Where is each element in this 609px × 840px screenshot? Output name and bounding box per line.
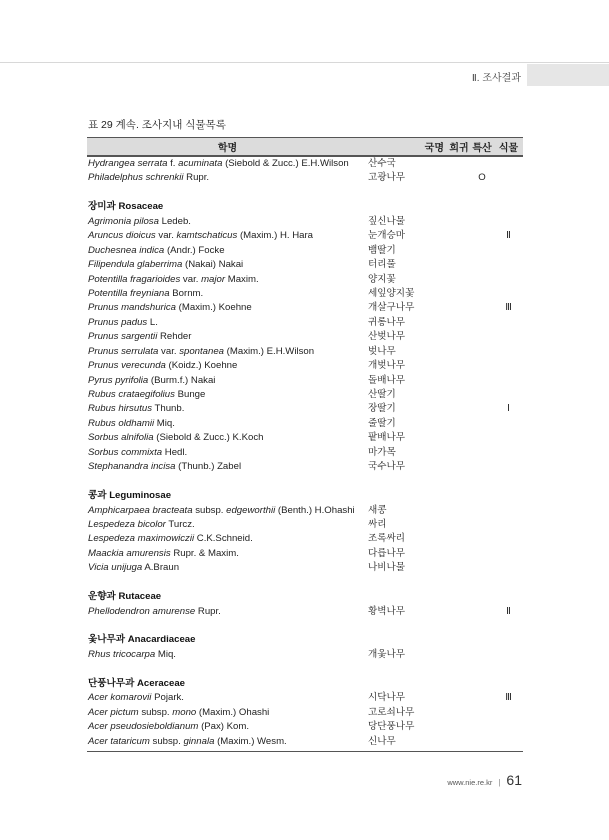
scientific-name bbox=[87, 532, 368, 546]
taxon-author: C.K.Schneid. bbox=[194, 533, 253, 545]
grade-mark bbox=[494, 648, 523, 662]
taxon-author: Miq. bbox=[154, 417, 175, 429]
taxon-author: (Maxim.) Ohashi bbox=[196, 706, 270, 718]
endemic-mark bbox=[470, 157, 494, 171]
table-row bbox=[87, 388, 523, 402]
table-row bbox=[87, 518, 523, 532]
rare-mark bbox=[448, 648, 470, 662]
table-row bbox=[87, 374, 523, 388]
table-row bbox=[87, 330, 523, 344]
rare-mark bbox=[448, 374, 470, 388]
endemic-mark bbox=[470, 287, 494, 301]
grade-mark bbox=[494, 171, 523, 185]
rare-mark bbox=[448, 605, 470, 619]
endemic-mark bbox=[470, 374, 494, 388]
taxon-italic: Rubus oldhamii bbox=[88, 417, 155, 429]
taxon-italic: Stephanandra incisa bbox=[88, 461, 176, 473]
grade-mark bbox=[494, 735, 523, 749]
table-row bbox=[87, 417, 523, 431]
column-header-scientific-name: 학명 bbox=[217, 143, 238, 154]
rare-mark bbox=[448, 388, 470, 402]
endemic-mark bbox=[470, 561, 494, 575]
grade-mark bbox=[494, 215, 523, 229]
korean-name: 개살구나무 bbox=[368, 302, 415, 314]
taxon-author: (Nakai) Nakai bbox=[182, 259, 244, 271]
taxon-italic: edgeworthii bbox=[226, 504, 276, 516]
korean-name: 새콩 bbox=[368, 504, 387, 516]
grade-mark: Ⅲ bbox=[505, 692, 512, 704]
scientific-name bbox=[87, 215, 368, 229]
table-row bbox=[87, 504, 523, 518]
korean-name: 터리풀 bbox=[368, 259, 396, 271]
rare-mark bbox=[448, 735, 470, 749]
scientific-name bbox=[87, 417, 368, 431]
family-heading bbox=[87, 633, 523, 647]
endemic-mark bbox=[470, 504, 494, 518]
taxon-author: Ledeb. bbox=[158, 215, 191, 227]
grade-mark bbox=[494, 330, 523, 344]
spacer-row bbox=[87, 186, 523, 200]
header-rule bbox=[0, 62, 609, 63]
taxon-author: Rupr. bbox=[183, 172, 210, 184]
taxon-italic: Acer pictum bbox=[88, 706, 139, 718]
table-row bbox=[87, 345, 523, 359]
endemic-mark bbox=[470, 691, 494, 705]
endemic-mark bbox=[470, 518, 494, 532]
grade-mark bbox=[494, 706, 523, 720]
korean-name: 뱀딸기 bbox=[368, 244, 396, 256]
korean-name: 고광나무 bbox=[368, 172, 406, 184]
taxon-italic: Filipendula glaberrima bbox=[88, 259, 183, 271]
taxon-author: Pojark. bbox=[151, 692, 184, 704]
family-heading bbox=[87, 590, 523, 604]
table-row bbox=[87, 157, 523, 171]
table-row bbox=[87, 402, 523, 416]
scientific-name bbox=[87, 460, 368, 474]
table-row bbox=[87, 359, 523, 373]
scientific-name bbox=[87, 446, 368, 460]
taxon-italic: Hydrangea serrata bbox=[88, 158, 168, 169]
table-row bbox=[87, 258, 523, 272]
table-row bbox=[87, 691, 523, 705]
taxon-author: A.Braun bbox=[142, 562, 180, 574]
scientific-name bbox=[87, 720, 368, 734]
taxon-author: L. bbox=[147, 316, 158, 328]
endemic-mark bbox=[470, 316, 494, 330]
korean-name: 마가목 bbox=[368, 446, 396, 458]
rare-mark bbox=[448, 157, 470, 171]
endemic-mark bbox=[470, 273, 494, 287]
taxon-author: (Maxim.) Wesm. bbox=[214, 735, 287, 747]
taxon-italic: Philadelphus schrenkii bbox=[88, 172, 184, 184]
korean-name: 팥배나무 bbox=[368, 432, 406, 444]
taxon-italic: Duchesnea indica bbox=[88, 244, 165, 256]
taxon-italic: Rubus crataegifolius bbox=[88, 389, 175, 400]
rare-mark bbox=[448, 417, 470, 431]
rare-mark bbox=[448, 345, 470, 359]
family-name: 콩과 Leguminosae bbox=[88, 490, 172, 502]
scientific-name bbox=[87, 345, 368, 359]
table-row bbox=[87, 605, 523, 619]
taxon-italic: Potentilla freyniana bbox=[88, 287, 170, 299]
korean-name: 세잎양지꽃 bbox=[368, 287, 415, 299]
korean-name: 국수나무 bbox=[368, 461, 406, 473]
endemic-mark bbox=[470, 258, 494, 272]
scientific-name bbox=[87, 504, 368, 518]
scientific-name bbox=[87, 330, 368, 344]
rare-mark bbox=[448, 258, 470, 272]
scientific-name bbox=[87, 402, 368, 416]
taxon-author: (Burm.f.) Nakai bbox=[148, 374, 216, 386]
rare-mark bbox=[448, 330, 470, 344]
rare-mark bbox=[448, 460, 470, 474]
korean-name: 개옻나무 bbox=[368, 648, 406, 660]
taxon-author: (Koidz.) Koehne bbox=[165, 360, 238, 372]
korean-name: 당단풍나무 bbox=[368, 721, 415, 733]
taxon-italic: ginnala bbox=[183, 735, 215, 747]
endemic-mark bbox=[470, 648, 494, 662]
spacer-row bbox=[87, 475, 523, 489]
page-footer bbox=[447, 772, 522, 788]
taxon-italic: Rhus tricocarpa bbox=[88, 648, 156, 660]
korean-name: 다릅나무 bbox=[368, 547, 406, 559]
rare-mark bbox=[448, 287, 470, 301]
korean-name: 짚신나물 bbox=[368, 215, 406, 227]
taxon-author: (Pax) Kom. bbox=[198, 721, 250, 733]
taxon-author: Miq. bbox=[155, 648, 176, 660]
endemic-mark bbox=[470, 244, 494, 258]
table-row bbox=[87, 244, 523, 258]
taxon-author: Rupr. & Maxim. bbox=[170, 547, 239, 559]
korean-name: 장딸기 bbox=[368, 403, 396, 415]
korean-name: 싸리 bbox=[368, 518, 387, 530]
scientific-name bbox=[87, 171, 368, 185]
scientific-name bbox=[87, 359, 368, 373]
endemic-mark bbox=[470, 359, 494, 373]
taxon-author: (Andr.) Focke bbox=[164, 244, 225, 256]
taxon-author: (Thunb.) Zabel bbox=[175, 461, 242, 473]
taxon-italic: kamtschaticus bbox=[176, 230, 238, 242]
endemic-mark bbox=[470, 532, 494, 546]
chapter-tab bbox=[527, 64, 609, 86]
korean-name: 황벽나무 bbox=[368, 605, 406, 617]
column-header-grade: 식물 bbox=[498, 143, 519, 154]
taxon-author: (Maxim.) Koehne bbox=[176, 302, 252, 314]
table-row bbox=[87, 316, 523, 330]
endemic-mark bbox=[470, 605, 494, 619]
endemic-mark bbox=[470, 417, 494, 431]
taxon-author: Rupr. bbox=[195, 605, 221, 617]
endemic-mark bbox=[470, 431, 494, 445]
grade-mark bbox=[494, 417, 523, 431]
grade-mark: Ⅲ bbox=[505, 302, 512, 314]
taxon-italic: Agrimonia pilosa bbox=[88, 215, 159, 227]
taxon-italic: Phellodendron amurense bbox=[88, 605, 196, 617]
page-number: 61 bbox=[506, 772, 522, 788]
rare-mark bbox=[448, 273, 470, 287]
grade-mark bbox=[494, 244, 523, 258]
korean-name: 돌배나무 bbox=[368, 374, 406, 386]
taxon-italic: Prunus sargentii bbox=[88, 331, 158, 343]
table-row bbox=[87, 446, 523, 460]
endemic-mark bbox=[470, 229, 494, 243]
table-row bbox=[87, 229, 523, 243]
rare-mark bbox=[448, 244, 470, 258]
spacer-row bbox=[87, 662, 523, 676]
korean-name: 귀롱나무 bbox=[368, 316, 406, 328]
scientific-name bbox=[87, 157, 368, 171]
taxon-author: Bornm. bbox=[169, 287, 204, 299]
grade-mark bbox=[494, 287, 523, 301]
taxon-author: subsp. bbox=[138, 706, 173, 718]
taxon-author: (Siebold & Zucc.) K.Koch bbox=[153, 432, 264, 444]
korean-name: 나비나물 bbox=[368, 562, 406, 574]
rare-mark bbox=[448, 504, 470, 518]
taxon-italic: Acer komarovii bbox=[88, 692, 152, 704]
rare-mark bbox=[448, 446, 470, 460]
taxon-italic: Prunus padus bbox=[88, 316, 148, 328]
endemic-mark bbox=[470, 215, 494, 229]
scientific-name bbox=[87, 301, 368, 315]
taxon-italic: major bbox=[201, 273, 226, 285]
rare-mark bbox=[448, 171, 470, 185]
grade-mark bbox=[494, 547, 523, 561]
taxon-author: Turcz. bbox=[165, 518, 195, 530]
table-row bbox=[87, 171, 523, 185]
rare-mark bbox=[448, 547, 470, 561]
table-row bbox=[87, 215, 523, 229]
table-row bbox=[87, 431, 523, 445]
grade-mark bbox=[494, 345, 523, 359]
taxon-italic: Maackia amurensis bbox=[88, 547, 171, 559]
taxon-italic: Lespedeza bicolor bbox=[88, 518, 166, 530]
taxon-author: Maxim. bbox=[225, 273, 259, 285]
grade-mark bbox=[494, 273, 523, 287]
taxon-author: Hedl. bbox=[162, 446, 188, 458]
taxon-italic: Acer tataricum bbox=[88, 735, 150, 747]
taxon-author: Thunb. bbox=[152, 403, 185, 415]
table-row bbox=[87, 287, 523, 301]
grade-mark bbox=[494, 359, 523, 373]
endemic-mark: O bbox=[478, 172, 486, 184]
spacer-row bbox=[87, 619, 523, 633]
grade-mark bbox=[494, 258, 523, 272]
taxon-author: (Maxim.) H. Hara bbox=[237, 230, 313, 242]
table-row bbox=[87, 460, 523, 474]
grade-mark bbox=[494, 720, 523, 734]
taxon-author: (Siebold & Zucc.) E.H.Wilson bbox=[222, 158, 349, 169]
grade-mark bbox=[494, 504, 523, 518]
grade-mark bbox=[494, 316, 523, 330]
taxon-author: Rehder bbox=[157, 331, 192, 343]
taxon-italic: Sorbus alnifolia bbox=[88, 432, 154, 444]
korean-name: 눈개승마 bbox=[368, 230, 406, 242]
rare-mark bbox=[448, 402, 470, 416]
scientific-name bbox=[87, 388, 368, 402]
table-caption: 표 29 계속. 조사지내 식물목록 bbox=[88, 119, 226, 131]
endemic-mark bbox=[470, 330, 494, 344]
scientific-name bbox=[87, 374, 368, 388]
scientific-name bbox=[87, 605, 368, 619]
column-header-rare: 희귀 bbox=[449, 143, 469, 154]
rare-mark bbox=[448, 532, 470, 546]
grade-mark bbox=[494, 388, 523, 402]
scientific-name bbox=[87, 547, 368, 561]
grade-mark bbox=[494, 532, 523, 546]
taxon-author: f. bbox=[167, 158, 179, 169]
taxon-italic: Aruncus dioicus bbox=[88, 230, 156, 242]
table-row bbox=[87, 720, 523, 734]
taxon-italic: Prunus serrulata bbox=[88, 345, 159, 357]
taxon-author: var. bbox=[158, 345, 180, 357]
scientific-name bbox=[87, 258, 368, 272]
table-row bbox=[87, 561, 523, 575]
table-row bbox=[87, 301, 523, 315]
rare-mark bbox=[448, 359, 470, 373]
table-body bbox=[87, 157, 523, 752]
scientific-name bbox=[87, 431, 368, 445]
korean-name: 양지꽃 bbox=[368, 273, 396, 285]
korean-name: 벚나무 bbox=[368, 345, 396, 357]
table-row bbox=[87, 648, 523, 662]
family-name: 장미과 Rosaceae bbox=[88, 201, 164, 213]
grade-mark bbox=[494, 431, 523, 445]
grade-mark bbox=[494, 561, 523, 575]
column-header-korean-name: 국명 bbox=[424, 143, 444, 154]
family-name: 단풍나무과 Aceraceae bbox=[88, 677, 186, 689]
grade-mark bbox=[494, 157, 523, 171]
grade-mark bbox=[494, 446, 523, 460]
korean-name: 신나무 bbox=[368, 735, 396, 747]
endemic-mark bbox=[470, 388, 494, 402]
spacer-row bbox=[87, 576, 523, 590]
table-row bbox=[87, 706, 523, 720]
plant-list-table bbox=[87, 137, 523, 752]
table-row bbox=[87, 735, 523, 749]
taxon-italic: Prunus mandshurica bbox=[88, 302, 176, 314]
korean-name: 시닥나무 bbox=[368, 692, 406, 704]
rare-mark bbox=[448, 691, 470, 705]
scientific-name bbox=[87, 287, 368, 301]
endemic-mark bbox=[470, 706, 494, 720]
endemic-mark bbox=[470, 547, 494, 561]
rare-mark bbox=[448, 431, 470, 445]
taxon-author: (Maxim.) E.H.Wilson bbox=[224, 345, 315, 357]
korean-name: 산딸기 bbox=[368, 389, 396, 400]
scientific-name bbox=[87, 735, 368, 749]
korean-name: 산벚나무 bbox=[368, 331, 406, 343]
scientific-name bbox=[87, 244, 368, 258]
rare-mark bbox=[448, 215, 470, 229]
scientific-name bbox=[87, 648, 368, 662]
taxon-italic: spontanea bbox=[179, 345, 224, 357]
grade-mark: Ⅰ bbox=[507, 403, 510, 415]
taxon-author: var. bbox=[155, 230, 177, 242]
scientific-name bbox=[87, 273, 368, 287]
scientific-name bbox=[87, 229, 368, 243]
family-heading bbox=[87, 489, 523, 503]
korean-name: 산수국 bbox=[368, 158, 396, 169]
family-heading bbox=[87, 677, 523, 691]
grade-mark bbox=[494, 518, 523, 532]
scientific-name bbox=[87, 706, 368, 720]
endemic-mark bbox=[470, 301, 494, 315]
table-row bbox=[87, 532, 523, 546]
scientific-name bbox=[87, 316, 368, 330]
rare-mark bbox=[448, 518, 470, 532]
scientific-name bbox=[87, 561, 368, 575]
endemic-mark bbox=[470, 402, 494, 416]
rare-mark bbox=[448, 706, 470, 720]
korean-name: 개벚나무 bbox=[368, 360, 406, 372]
footer-separator: | bbox=[498, 778, 501, 787]
taxon-italic: Amphicarpaea bracteata bbox=[88, 504, 193, 516]
family-name: 옻나무과 Anacardiaceae bbox=[88, 634, 196, 646]
grade-mark bbox=[494, 460, 523, 474]
taxon-italic: Prunus verecunda bbox=[88, 360, 166, 372]
korean-name: 줄딸기 bbox=[368, 417, 396, 429]
endemic-mark bbox=[470, 720, 494, 734]
taxon-italic: Vicia unijuga bbox=[88, 562, 143, 574]
column-header-endemic: 특산 bbox=[472, 143, 492, 154]
taxon-italic: Sorbus commixta bbox=[88, 446, 163, 458]
grade-mark: Ⅱ bbox=[506, 605, 511, 617]
endemic-mark bbox=[470, 446, 494, 460]
chapter-label: Ⅱ. 조사결과 bbox=[471, 73, 521, 84]
scientific-name bbox=[87, 691, 368, 705]
table-header bbox=[87, 137, 523, 157]
taxon-italic: Pyrus pyrifolia bbox=[88, 374, 149, 386]
footer-url: www.nie.re.kr bbox=[447, 778, 493, 787]
table-row bbox=[87, 547, 523, 561]
scientific-name bbox=[87, 518, 368, 532]
taxon-italic: Lespedeza maximowiczii bbox=[88, 533, 195, 545]
korean-name: 고로쇠나무 bbox=[368, 706, 415, 718]
endemic-mark bbox=[470, 345, 494, 359]
grade-mark bbox=[494, 374, 523, 388]
taxon-italic: Potentilla fragarioides bbox=[88, 273, 181, 285]
taxon-author: subsp. bbox=[192, 504, 227, 516]
taxon-italic: Acer pseudosieboldianum bbox=[88, 721, 199, 733]
endemic-mark bbox=[470, 735, 494, 749]
family-heading bbox=[87, 200, 523, 214]
taxon-italic: Rubus hirsutus bbox=[88, 403, 152, 415]
taxon-author: Bunge bbox=[174, 389, 206, 400]
rare-mark bbox=[448, 301, 470, 315]
korean-name: 조록싸리 bbox=[368, 533, 406, 545]
taxon-author: (Benth.) H.Ohashi bbox=[275, 504, 355, 516]
taxon-author: var. bbox=[180, 273, 202, 285]
taxon-italic: mono bbox=[172, 706, 197, 718]
taxon-author: subsp. bbox=[149, 735, 184, 747]
rare-mark bbox=[448, 229, 470, 243]
rare-mark bbox=[448, 561, 470, 575]
taxon-italic: acuminata bbox=[178, 158, 223, 169]
rare-mark bbox=[448, 316, 470, 330]
rare-mark bbox=[448, 720, 470, 734]
family-name: 운향과 Rutaceae bbox=[88, 591, 162, 603]
endemic-mark bbox=[470, 460, 494, 474]
grade-mark: Ⅱ bbox=[506, 230, 511, 242]
table-row bbox=[87, 273, 523, 287]
